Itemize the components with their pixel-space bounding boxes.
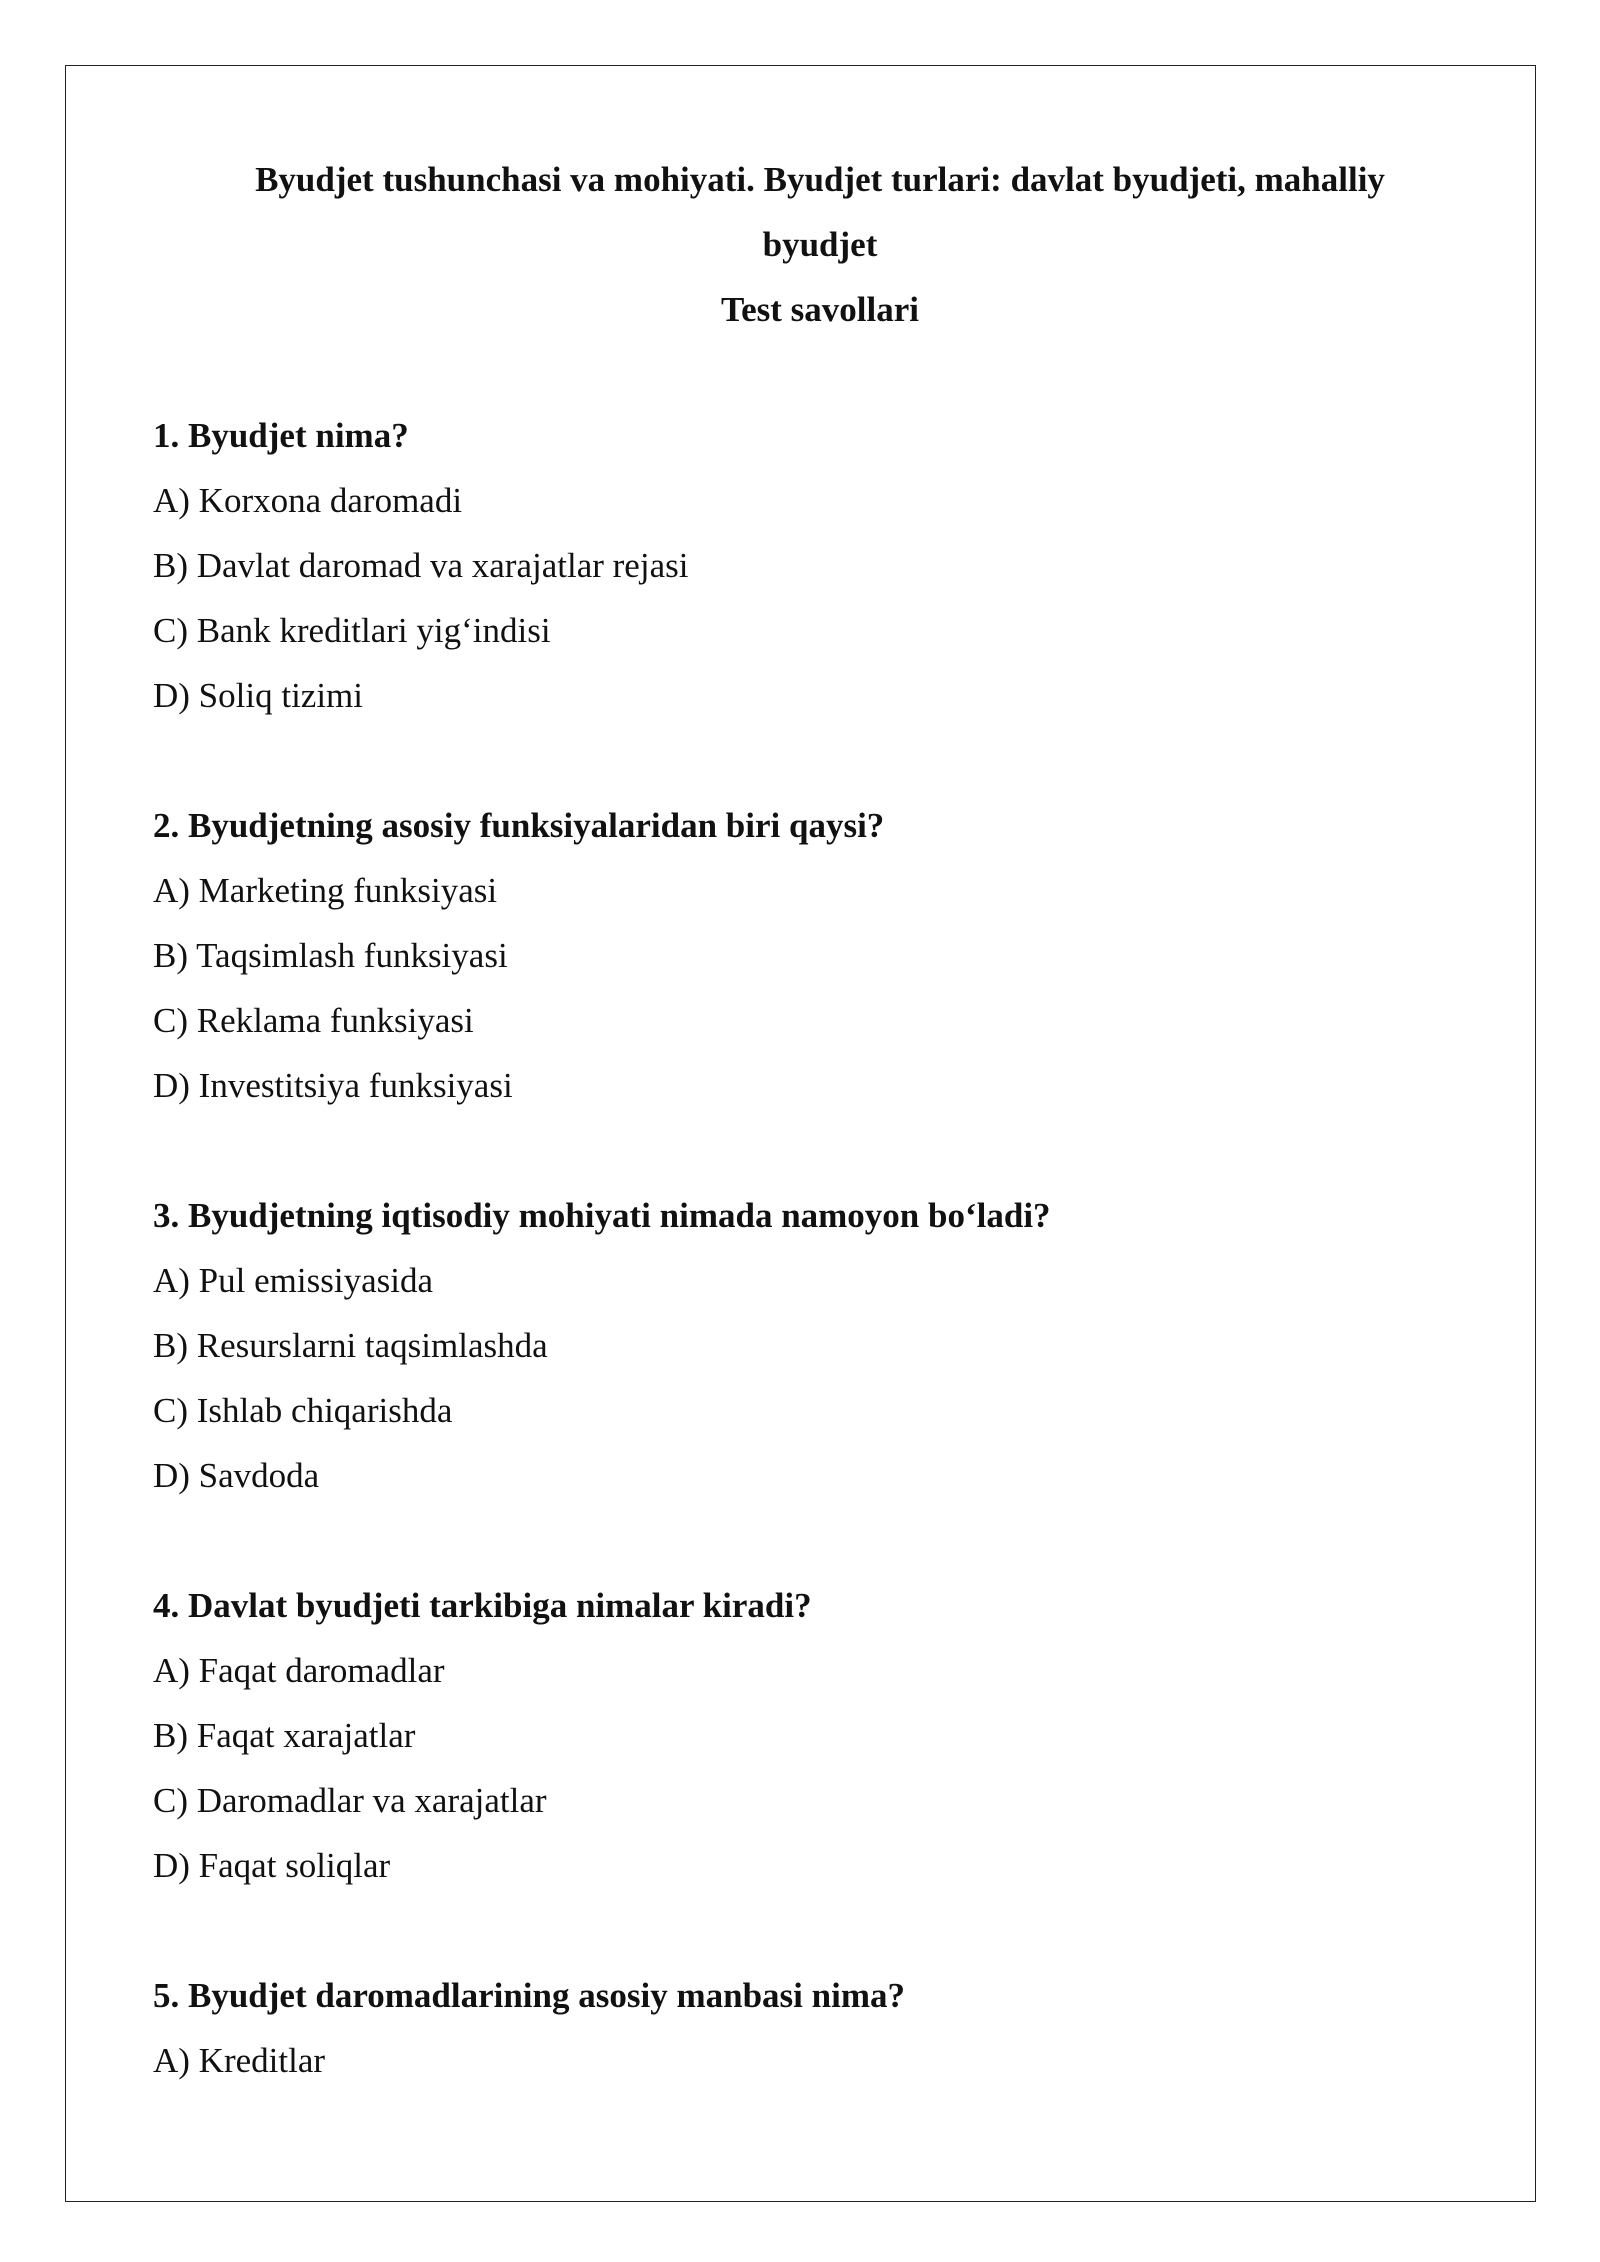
answer-option-a: A) Marketing funksiyasi — [153, 871, 498, 910]
question-4 — [153, 1573, 1473, 1898]
answer-option-b: B) Davlat daromad va xarajatlar rejasi — [153, 546, 689, 585]
answer-option-c: C) Daromadlar va xarajatlar — [153, 1781, 547, 1820]
document-title-line-2: byudjet — [762, 225, 878, 264]
question-title: 2. Byudjetning asosiy funksiyalaridan biri qaysi? — [153, 806, 885, 845]
answer-option-b: B) Taqsimlash funksiyasi — [153, 936, 508, 975]
answer-option-d: D) Investitsiya funksiyasi — [153, 1066, 513, 1105]
question-list — [153, 403, 1473, 2158]
answer-option-a: A) Faqat daromadlar — [153, 1651, 445, 1690]
question-2 — [153, 793, 1473, 1118]
question-5 — [153, 1963, 1473, 2093]
answer-option-b: B) Resurslarni taqsimlashda — [153, 1326, 548, 1365]
answer-option-c: C) Reklama funksiyasi — [153, 1001, 474, 1040]
question-3 — [153, 1183, 1473, 1508]
question-title: 1. Byudjet nima? — [153, 416, 409, 455]
document-header — [150, 147, 1490, 342]
answer-option-c: C) Bank kreditlari yig‘indisi — [153, 611, 551, 650]
answer-option-b: B) Faqat xarajatlar — [153, 1716, 416, 1755]
document-subtitle: Test savollari — [720, 290, 920, 329]
question-title: 3. Byudjetning iqtisodiy mohiyati nimada namoyon bo‘ladi? — [153, 1196, 1051, 1235]
question-title: 5. Byudjet daromadlarining asosiy manbasi nima? — [153, 1976, 905, 2015]
document-title-line-1: Byudjet tushunchasi va mohiyati. Byudjet turlari: davlat byudjeti, mahalliy — [255, 160, 1385, 199]
answer-option-a: A) Kreditlar — [153, 2041, 326, 2080]
answer-option-d: D) Savdoda — [153, 1456, 320, 1495]
answer-option-a: A) Korxona daromadi — [153, 481, 463, 520]
answer-option-c: C) Ishlab chiqarishda — [153, 1391, 453, 1430]
answer-option-d: D) Faqat soliqlar — [153, 1846, 391, 1885]
answer-option-a: A) Pul emissiyasida — [153, 1261, 433, 1300]
question-title: 4. Davlat byudjeti tarkibiga nimalar kiradi? — [153, 1586, 812, 1625]
question-1 — [153, 403, 1473, 728]
answer-option-d: D) Soliq tizimi — [153, 676, 363, 715]
